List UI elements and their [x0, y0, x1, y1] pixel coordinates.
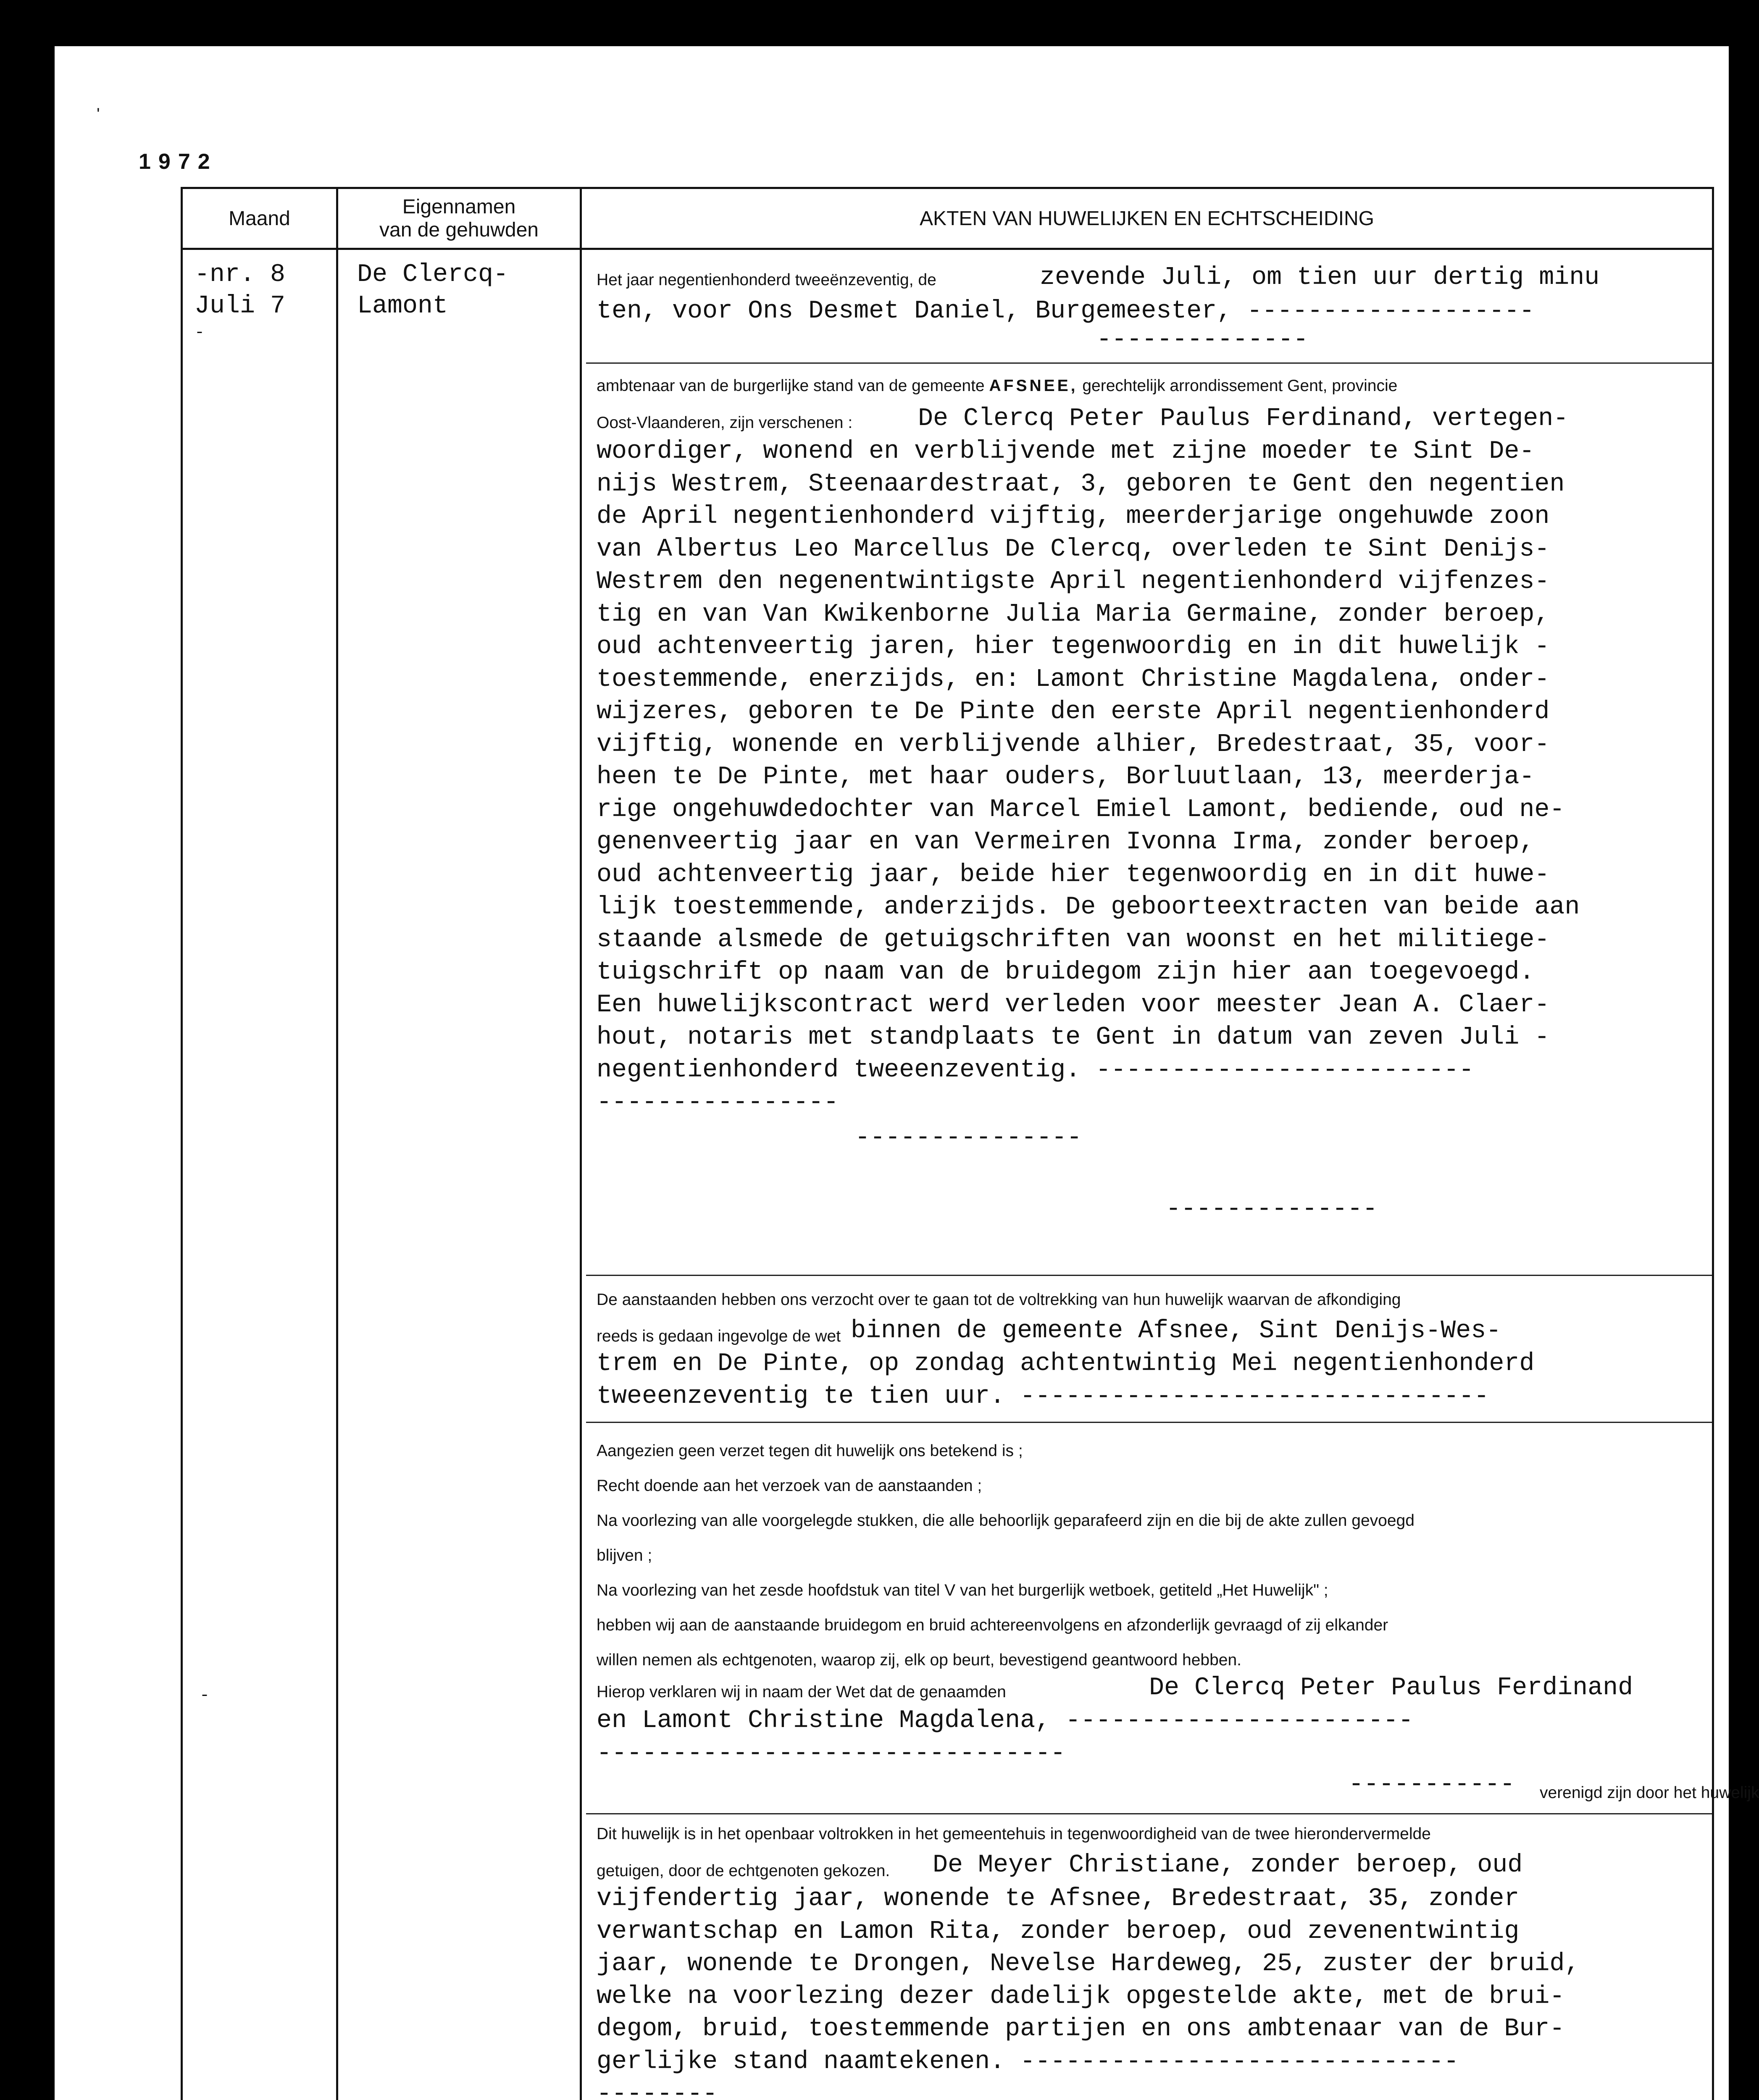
p5-dash: ----------- — [1349, 1770, 1515, 1799]
p4-line: Aangezien geen verzet tegen dit huwelijk ons betekend is ; — [597, 1442, 1023, 1460]
header-akten: AKTEN VAN HUWELIJKEN EN ECHTSCHEIDING — [581, 188, 1713, 249]
akte-body — [582, 250, 1759, 2100]
p3-typed-0: binnen de gemeente Afsnee, Sint Denijs-Wes- — [851, 1317, 1501, 1345]
p2-line: tig en van Van Kwikenborne Julia Maria Germaine, zonder beroep, — [597, 600, 1550, 629]
p4-line: hebben wij aan de aanstaande bruidegom en bruid achtereenvolgens en afzonderlijk gevraagd of zij elkander — [597, 1616, 1388, 1634]
p6-line: -------- — [597, 2080, 718, 2100]
p2-line: oud achtenveertig jaren, hier tegenwoordig en in dit huwelijk - — [597, 633, 1550, 661]
names-line1: De Clercq- — [357, 260, 509, 289]
record-number: -nr. 8 — [195, 260, 286, 289]
p2-preprint-c: Oost-Vlaanderen, zijn verschenen : — [597, 414, 853, 432]
p3-typed-1: trem en De Pinte, op zondag achtentwintig Mei negentienhonderd — [597, 1349, 1535, 1378]
p2-line: wijzeres, geboren te De Pinte den eerste April negentienhonderd — [597, 698, 1550, 726]
names-cell — [337, 249, 581, 2100]
maand-dash-mark: - — [195, 323, 205, 342]
p1-preprint: Het jaar negentienhonderd tweeënzeventig, de — [597, 271, 936, 289]
header-namen — [337, 188, 581, 249]
p2-line: toestemmende, enerzijds, en: Lamont Christine Magdalena, onder- — [597, 665, 1550, 694]
p6-preprint-b: getuigen, door de echtgenoten gekozen. — [597, 1862, 890, 1880]
p3-preprint-a: De aanstaanden hebben ons verzocht over te gaan tot de voltrekking van hun huwelijk waarvan de afkondiging — [597, 1291, 1401, 1309]
p2-line: Westrem den negenentwintigste April negentienhonderd vijfenzes- — [597, 567, 1550, 596]
p4-line: Na voorlezing van het zesde hoofdstuk van titel V van het burgerlijk wetboek, getiteld „Het Huwelijk" ; — [597, 1581, 1328, 1599]
p2-line: ---------------- — [597, 1088, 839, 1117]
p2-line: heen te De Pinte, met haar ouders, Borluutlaan, 13, meerderja- — [597, 763, 1535, 791]
dash-filler-a: --------------- — [855, 1124, 1082, 1152]
p2-typed-body — [597, 436, 1580, 1119]
header-namen-line1: Eigennamen — [402, 196, 516, 218]
register-table — [181, 187, 1759, 2100]
p6-line: verwantschap en Lamon Rita, zonder beroep, oud zevenentwintig — [597, 1917, 1520, 1946]
p6-line: vijfendertig jaar, wonende te Afsnee, Bredestraat, 35, zonder — [597, 1885, 1520, 1913]
p4-line: Na voorlezing van alle voorgelegde stukken, die alle behoorlijk geparafeerd zijn en die bij de akte zullen gevoegd — [597, 1512, 1415, 1530]
register-page — [55, 46, 1759, 2100]
p2-line: woordiger, wonend en verblijvende met zijne moeder te Sint De- — [597, 437, 1535, 466]
p3-preprint-b: reeds is gedaan ingevolge de wet — [597, 1327, 841, 1345]
p2-line: vijftig, wonende en verblijvende alhier, Bredestraat, 35, voor- — [597, 730, 1550, 759]
p6-line: gerlijke stand naamtekenen. ----------------------------- — [597, 2047, 1459, 2076]
names-line2: Lamont — [357, 292, 448, 320]
p6-line: jaar, wonende te Drongen, Nevelse Hardeweg, 25, zuster der bruid, — [597, 1950, 1580, 1978]
p5-preprint: Hierop verklaren wij in naam der Wet dat de genaamden — [597, 1683, 1006, 1701]
p2-line: lijk toestemmende, anderzijds. De geboorteextracten van beide aan — [597, 893, 1580, 921]
p1-typed-1: zevende Juli, om tien uur dertig minu — [1040, 263, 1600, 292]
p6-line: welke na voorlezing dezer dadelijk opgestelde akte, met de brui- — [597, 1982, 1565, 2011]
p2-line: staande alsmede de getuigschriften van woonst en het militiege- — [597, 925, 1550, 954]
p2-line: tuigschrift op naam van de bruidegom zijn hier aan toegevoegd. — [597, 958, 1535, 987]
p2-typed-0: De Clercq Peter Paulus Ferdinand, vertegen- — [918, 404, 1569, 433]
p2-preprint-a: ambtenaar van de burgerlijke stand van de gemeente AFSNEE, gerechtelijk arrondissement Gent, provincie — [597, 377, 1398, 395]
p1-typed-3: -------------- — [1096, 326, 1309, 354]
maand-cell — [182, 249, 337, 2100]
dash-filler-b: -------------- — [1166, 1195, 1378, 1223]
rule-3 — [586, 1422, 1712, 1423]
p2-line: oud achtenveertig jaar, beide hier tegenwoordig en in dit huwe- — [597, 860, 1550, 889]
p3-typed-2: tweeenzeventig te tien uur. ------------------------------- — [597, 1382, 1489, 1411]
p5-preprint-end: verenigd zijn door het huwelijk — [1540, 1784, 1759, 1802]
p5-typed-1: en Lamont Christine Magdalena, ----------------------- — [597, 1706, 1414, 1735]
p4-line: blijven ; — [597, 1546, 652, 1564]
p2-line: genenveertig jaar en van Vermeiren Ivonna Irma, zonder beroep, — [597, 828, 1535, 856]
p6-line: degom, bruid, toestemmende partijen en ons ambtenaar van de Bur- — [597, 2015, 1565, 2043]
p2-line: hout, notaris met standplaats te Gent in datum van zeven Juli - — [597, 1023, 1550, 1052]
year-mark: 1972 — [139, 150, 218, 174]
p2-line: rige ongehuwdedochter van Marcel Emiel Lamont, bediende, oud ne- — [597, 795, 1565, 824]
maand-dash-mark-2: - — [200, 1686, 210, 1705]
record-date: Juli 7 — [195, 292, 286, 320]
p6-preprint-a: Dit huwelijk is in het openbaar voltrokken in het gemeentehuis in tegenwoordigheid van de twee hierondervermelde — [597, 1825, 1431, 1843]
p1-typed-2: ten, voor Ons Desmet Daniel, Burgemeester, ------------------- — [597, 297, 1535, 326]
p2-line: van Albertus Leo Marcellus De Clercq, overleden te Sint Denijs- — [597, 535, 1550, 564]
akte-cell — [581, 249, 1759, 2100]
p2-line: negentienhonderd tweeenzeventig. ------------------------- — [597, 1055, 1474, 1084]
p2-line: de April negentienhonderd vijftig, meerderjarige ongehuwde zoon — [597, 502, 1550, 531]
rule-1 — [586, 362, 1712, 364]
p6-typed-body — [597, 1883, 1580, 2100]
p2-municipality: AFSNEE, — [989, 377, 1078, 395]
p6-typed-0: De Meyer Christiane, zonder beroep, oud — [933, 1851, 1523, 1880]
rule-4 — [586, 1813, 1712, 1814]
p4-line: Recht doende aan het verzoek van de aanstaanden ; — [597, 1477, 982, 1495]
p5-typed-0: De Clercq Peter Paulus Ferdinand — [1149, 1674, 1633, 1702]
p4-line: willen nemen als echtgenoten, waarop zij, elk op beurt, bevestigend geantwoord hebben. — [597, 1651, 1242, 1669]
p2-line: Een huwelijkscontract werd verleden voor meester Jean A. Claer- — [597, 990, 1550, 1019]
margin-mark: ' — [97, 105, 100, 123]
p5-typed-2: ------------------------------- — [597, 1739, 1066, 1768]
rule-2 — [586, 1275, 1712, 1276]
header-namen-line2: van de gehuwden — [379, 219, 539, 241]
header-maand: Maand — [182, 188, 337, 249]
p4-formula — [597, 1433, 1415, 1677]
p2-line: nijs Westrem, Steenaardestraat, 3, geboren te Gent den negentien — [597, 470, 1565, 499]
